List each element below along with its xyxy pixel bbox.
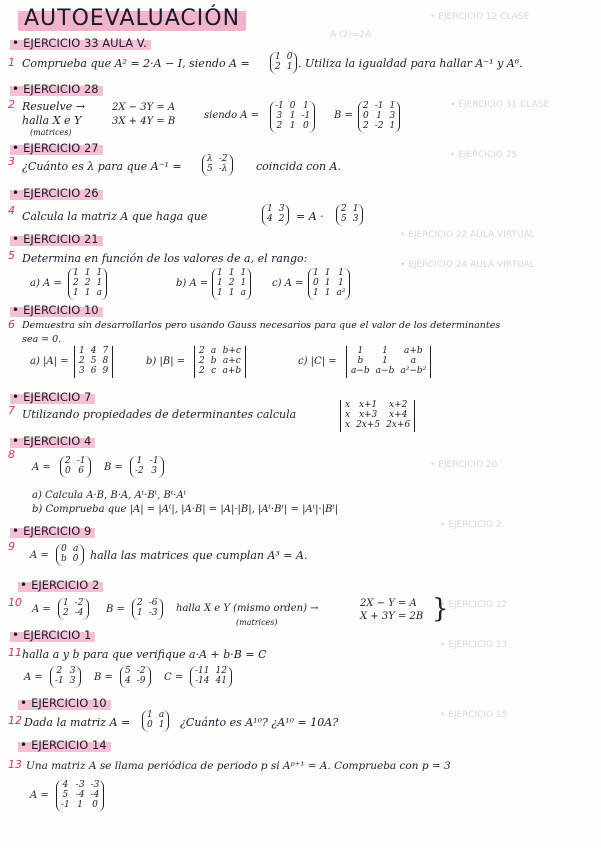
matrix-cell: 6: [78, 465, 84, 476]
matrix-cell: 1: [73, 268, 79, 278]
matrix-A: [50, 666, 81, 688]
matrix-cell: 2x+5: [356, 419, 381, 430]
matrix-cell: a−b: [375, 365, 395, 376]
exercise-header-11: • EJERCICIO 1: [10, 628, 95, 642]
exercise-header-8: • EJERCICIO 4: [10, 434, 95, 448]
exercise-text: ¿Cuánto es A¹⁰? ¿A¹⁰ = 10A?: [180, 716, 339, 729]
exercise-text: ¿Cuánto es λ para que A⁻¹ =: [22, 160, 182, 173]
matrix-A: [58, 598, 89, 620]
matrix-cell: 4: [267, 213, 273, 224]
matrix-cell: b+c: [222, 346, 241, 356]
exercise-header-text: EJERCICIO 9: [23, 524, 92, 538]
matrix-cell: 4: [90, 346, 97, 356]
exercise-header-9: • EJERCICIO 9: [10, 524, 95, 538]
matrix-A: [60, 456, 91, 478]
exercise-header-text: EJERCICIO 10: [31, 696, 107, 710]
label: c) A =: [272, 278, 304, 289]
label: A =: [32, 604, 51, 615]
matrix-B: [212, 268, 251, 300]
exercise-text: Comprueba que A² = 2·A − I, siendo A =: [22, 57, 250, 70]
matrix-cell: 1: [96, 277, 103, 288]
matrix-cell: a+c: [222, 355, 241, 366]
matrix-cell: -2: [74, 598, 84, 608]
exercise-header-7: • EJERCICIO 7: [10, 390, 95, 404]
determinant-B: [194, 346, 246, 378]
exercise-header-10: • EJERCICIO 2: [18, 578, 103, 592]
matrix-cell: 0: [289, 101, 296, 111]
exercise-text: Demuestra sin desarrollarlos pero usando Gauss necesarios para que el valor de los determinantes: [22, 320, 501, 331]
matrix-cell: x: [345, 409, 351, 420]
matrix-cell: 0: [72, 553, 79, 564]
matrix-cell: 0: [313, 277, 319, 288]
matrix-cell: 7: [102, 346, 109, 356]
matrix-cell: 2: [73, 277, 79, 288]
matrix-cell: -6: [148, 598, 158, 608]
matrix-A: [142, 710, 169, 732]
exercise-text: b) Comprueba que |A| = |Aᵗ|, |A·B| = |A|·|B|, |Aᵗ·Bᵗ| = |Aᵗ|·|Bᵗ|: [32, 504, 339, 515]
matrix-cell: 8: [102, 355, 109, 366]
label: A =: [32, 462, 51, 473]
matrix-cell: 5: [125, 666, 131, 676]
determinant: [340, 400, 415, 432]
label: B =: [94, 672, 113, 683]
matrix-cell: 9: [102, 365, 109, 376]
ghost-line: • EJERCICIO 22 AULA VIRTUAL: [400, 230, 535, 240]
matrix-cell: -2: [136, 666, 146, 676]
ghost-line: • EJERCICIO 20: [430, 460, 498, 470]
matrix-cell: 4: [62, 780, 69, 790]
exercise-number: 8: [8, 448, 15, 461]
matrix-cell: 1: [303, 101, 309, 111]
page-title: AUTOEVALUACIÓN: [18, 6, 246, 31]
exercise-number: 5: [8, 249, 15, 262]
exercise-header-2: • EJERCICIO 28: [10, 82, 103, 96]
matrix-cell: x: [345, 419, 351, 430]
matrix-cell: -4: [74, 607, 84, 618]
matrix-cell: a+b: [403, 346, 423, 356]
label: A =: [30, 550, 49, 561]
matrix-cell: 5: [341, 213, 347, 224]
label: a) |A| =: [30, 356, 69, 367]
matrix-cell: -1: [374, 101, 384, 111]
matrix-A: [270, 52, 297, 74]
exercise-text: Dada la matriz A =: [24, 716, 131, 729]
exercise-text: Determina en función de los valores de a, el rango:: [22, 252, 308, 265]
matrix-A: [68, 268, 107, 300]
matrix-cell: a: [96, 287, 103, 298]
ghost-line: • EJERCICIO 24 AULA VIRTUAL: [400, 260, 535, 270]
matrix-cell: 1: [286, 61, 293, 72]
matrix-cell: 1: [84, 268, 91, 278]
matrix-cell: 1: [63, 598, 69, 608]
ghost-line: • EJERCICIO 15: [440, 710, 508, 720]
exercise-text: (matrices): [30, 128, 72, 137]
ghost-line: • EJERCICIO 12: [440, 600, 508, 610]
matrix-cell: 2: [79, 355, 85, 366]
brace-icon: }: [432, 594, 449, 624]
exercise-number: 9: [8, 540, 15, 553]
ghost-line: • EJERCICIO 2: [440, 520, 502, 530]
label: B =: [334, 110, 353, 121]
matrix-B: [120, 666, 151, 688]
matrix-cell: x+1: [358, 400, 378, 410]
matrix-cell: 3: [389, 110, 396, 121]
matrix-cell: 12: [215, 666, 227, 676]
matrix-cell: 1: [382, 355, 388, 366]
matrix-cell: 1: [357, 346, 364, 356]
matrix-cell: -2: [374, 120, 384, 131]
equation: X + 3Y = 2B: [360, 611, 424, 622]
matrix-B: [130, 456, 164, 478]
matrix-cell: 2: [341, 204, 347, 214]
exercise-header-3: • EJERCICIO 27: [10, 141, 103, 155]
matrix-cell: 1: [338, 268, 344, 278]
equation: 2X − 3Y = A: [112, 102, 176, 113]
matrix-cell: 3: [276, 110, 283, 121]
exercise-header-text: EJERCICIO 1: [23, 628, 92, 642]
exercise-number: 11: [8, 646, 22, 659]
matrix-cell: 2: [63, 607, 69, 618]
matrix-cell: a: [158, 710, 165, 720]
matrix-cell: 1: [158, 719, 165, 730]
label: A =: [30, 790, 49, 801]
matrix-A: [56, 780, 104, 812]
matrix-cell: 5: [62, 789, 69, 800]
exercise-text: halla X e Y (mismo orden) →: [176, 603, 319, 614]
exercise-text: halla X e Y: [22, 114, 82, 127]
matrix-cell: x+2: [389, 400, 408, 410]
matrix-cell: 2: [363, 120, 369, 131]
matrix-cell: x: [345, 400, 351, 410]
matrix-left: [262, 204, 289, 226]
exercise-text: Resuelve →: [22, 100, 85, 113]
matrix-cell: 3: [352, 213, 359, 224]
exercise-text: halla las matrices que cumplan A³ = A.: [90, 549, 308, 562]
matrix-cell: -2: [135, 465, 144, 476]
matrix-B: [358, 101, 400, 133]
matrix-A: [56, 544, 84, 566]
matrix-cell: -3: [90, 780, 100, 790]
exercise-number: 1: [8, 56, 15, 69]
exercise-text: a) Calcula A·B, B·A, Aᵗ·Bᵗ, Bᵗ·Aᵗ: [32, 490, 187, 501]
matrix-cell: 0: [303, 120, 309, 131]
matrix-cell: 2: [276, 120, 283, 131]
matrix-cell: 0: [92, 799, 98, 810]
determinant-C: [346, 346, 431, 378]
exercise-header-1: • EJERCICIO 33 AULA V.: [10, 36, 151, 50]
matrix-cell: 2: [199, 365, 205, 376]
exercise-header-text: EJERCICIO 21: [23, 232, 99, 246]
matrix-cell: 1: [352, 204, 359, 214]
label: B =: [104, 462, 123, 473]
matrix-cell: 3: [69, 666, 76, 676]
matrix-cell: 5: [90, 355, 97, 366]
matrix-cell: 4: [125, 675, 131, 686]
matrix-cell: λ: [207, 154, 213, 164]
matrix-cell: 1: [217, 277, 223, 288]
exercise-header-text: EJERCICIO 27: [23, 141, 99, 155]
matrix-cell: a: [240, 287, 247, 298]
matrix-cell: x+3: [358, 409, 378, 420]
matrix-cell: -1: [76, 456, 86, 466]
matrix-cell: a²−b²: [400, 365, 427, 376]
matrix-cell: -1: [61, 799, 70, 810]
exercise-text: Utilizando propiedades de determinantes calcula: [22, 408, 297, 421]
exercise-number: 4: [8, 204, 15, 217]
matrix-cell: 1: [77, 799, 84, 810]
matrix-cell: 1: [137, 607, 143, 618]
matrix-cell: 0: [147, 719, 153, 730]
matrix-cell: 5: [207, 163, 213, 174]
matrix-cell: 1: [73, 287, 79, 298]
matrix-cell: 3: [278, 204, 285, 214]
matrix-cell: 3: [151, 465, 158, 476]
matrix-cell: -1: [301, 110, 311, 121]
matrix-A: [270, 101, 315, 133]
matrix-cell: 1: [147, 710, 153, 720]
matrix-cell: 1: [96, 268, 103, 278]
matrix-cell: c: [211, 365, 217, 376]
label: b) |B| =: [146, 356, 186, 367]
matrix-cell: a: [210, 346, 217, 356]
matrix-cell: 1: [240, 268, 247, 278]
matrix-cell: 3: [79, 365, 85, 376]
matrix-cell: 1: [376, 110, 382, 121]
matrix-cell: 2: [56, 666, 63, 676]
exercise-text: (matrices): [236, 618, 278, 627]
exercise-number: 2: [8, 98, 15, 111]
matrix-cell: a: [410, 355, 416, 366]
matrix-cell: 41: [215, 675, 227, 686]
exercise-header-text: EJERCICIO 10: [23, 303, 99, 317]
matrix-cell: 0: [363, 110, 369, 121]
ghost-line: • EJERCICIO 13: [440, 640, 508, 650]
exercise-header-text: EJERCICIO 26: [23, 186, 99, 200]
matrix-cell: 1: [389, 101, 396, 111]
matrix-cell: -4: [75, 789, 85, 800]
matrix-cell: -λ: [218, 163, 228, 174]
ghost-line: • EJERCICIO 31 CLASE: [450, 100, 550, 110]
label: C =: [164, 672, 184, 683]
matrix-cell: -9: [136, 675, 146, 686]
matrix-cell: 1: [289, 110, 296, 121]
exercise-header-13: • EJERCICIO 14: [18, 738, 111, 752]
exercise-text: Calcula la matriz A que haga que: [22, 210, 208, 223]
matrix-cell: 2: [65, 456, 71, 466]
exercise-number: 7: [8, 404, 15, 417]
matrix-cell: 1: [389, 120, 396, 131]
exercise-header-5: • EJERCICIO 21: [10, 232, 103, 246]
matrix-cell: b: [357, 355, 364, 366]
matrix-cell: 1: [217, 268, 223, 278]
matrix-cell: 1: [240, 277, 247, 288]
matrix-cell: 1: [228, 287, 235, 298]
exercise-header-text: EJERCICIO 4: [23, 434, 92, 448]
label: b) A =: [176, 278, 209, 289]
matrix-cell: 1: [324, 277, 331, 288]
matrix-cell: 2: [84, 277, 91, 288]
exercise-text: sea = 0.: [22, 334, 62, 345]
matrix-cell: 2: [275, 61, 281, 72]
label: A =: [24, 672, 43, 683]
exercise-header-6: • EJERCICIO 10: [10, 303, 103, 317]
matrix-cell: -4: [90, 789, 100, 800]
label: c) |C| =: [298, 356, 337, 367]
exercise-text: Una matriz A se llama periódica de periodo p si Aᵖ⁺¹ = A. Comprueba con p = 3: [26, 760, 451, 772]
matrix-cell: -3: [148, 607, 158, 618]
determinant-A: [74, 346, 113, 378]
matrix-cell: 3: [69, 675, 76, 686]
matrix-cell: a+b: [222, 365, 242, 376]
exercise-header-text: EJERCICIO 14: [31, 738, 107, 752]
matrix-cell: a−b: [351, 365, 370, 376]
equation: 2X − Y = A: [360, 598, 417, 609]
exercise-number: 10: [8, 596, 22, 609]
matrix-cell: 6: [90, 365, 97, 376]
matrix-cell: -14: [195, 675, 210, 686]
matrix-cell: -1: [55, 675, 64, 686]
matrix-cell: 1: [324, 268, 331, 278]
matrix-cell: b: [61, 553, 67, 564]
matrix-cell: 1: [382, 346, 388, 356]
exercise-number: 13: [8, 758, 22, 771]
ghost-line: A·(2)=2A: [330, 30, 372, 40]
matrix-cell: 0: [286, 52, 293, 62]
matrix-cell: a: [72, 544, 79, 554]
matrix-cell: 2: [137, 598, 143, 608]
matrix-cell: 1: [79, 346, 85, 356]
exercise-header-text: EJERCICIO 7: [23, 390, 92, 404]
matrix-cell: 1: [275, 52, 281, 62]
matrix: [202, 154, 233, 176]
matrix-cell: -1: [275, 101, 284, 111]
matrix-cell: 1: [228, 268, 235, 278]
matrix-cell: 1: [313, 268, 319, 278]
matrix-cell: 1: [136, 456, 143, 466]
matrix-C: [308, 268, 350, 300]
label: B =: [106, 604, 125, 615]
ghost-line: • EJERCICIO 12 CLASE: [430, 12, 530, 22]
matrix-cell: -3: [75, 780, 85, 790]
matrix-cell: -2: [218, 154, 228, 164]
matrix-cell: x+4: [389, 409, 408, 420]
matrix-cell: 2x+6: [386, 419, 411, 430]
matrix-cell: 1: [217, 287, 223, 298]
matrix-cell: 1: [324, 287, 331, 298]
equation: 3X + 4Y = B: [112, 116, 176, 127]
exercise-header-12: • EJERCICIO 10: [18, 696, 111, 710]
matrix-cell: 0: [61, 544, 67, 554]
matrix-cell: 1: [313, 287, 319, 298]
matrix-B: [132, 598, 163, 620]
matrix-right: [336, 204, 363, 226]
matrix-cell: -1: [149, 456, 159, 466]
exercise-text: . Utiliza la igualdad para hallar A⁻¹ y A⁶.: [298, 57, 523, 70]
exercise-number: 12: [8, 714, 22, 727]
exercise-text: = A ·: [296, 210, 324, 223]
matrix-cell: 2: [199, 346, 205, 356]
exercise-number: 3: [8, 155, 15, 168]
label: a) A =: [30, 278, 62, 289]
matrix-cell: b: [210, 355, 217, 366]
matrix-cell: 1: [289, 120, 296, 131]
matrix-cell: 2: [228, 277, 235, 288]
matrix-cell: 2: [363, 101, 369, 111]
matrix-cell: 1: [267, 204, 273, 214]
exercise-header-text: EJERCICIO 33 AULA V.: [23, 36, 147, 50]
matrix-cell: 1: [84, 287, 91, 298]
ghost-line: • EJERCICIO 25: [450, 150, 518, 160]
matrix-cell: 1: [338, 277, 344, 288]
matrix-cell: a²: [336, 287, 346, 298]
matrix-cell: 0: [65, 465, 71, 476]
matrix-cell: 2: [278, 213, 285, 224]
exercise-text: coincida con A.: [256, 160, 341, 173]
exercise-header-text: EJERCICIO 28: [23, 82, 99, 96]
label: siendo A =: [204, 110, 260, 121]
matrix-C: [190, 666, 232, 688]
matrix-cell: 2: [199, 355, 205, 366]
exercise-header-4: • EJERCICIO 26: [10, 186, 103, 200]
matrix-cell: -11: [195, 666, 210, 676]
exercise-number: 6: [8, 318, 15, 331]
exercise-header-text: EJERCICIO 2: [31, 578, 100, 592]
exercise-text: halla a y b para que verifique a·A + b·B = C: [22, 648, 267, 661]
